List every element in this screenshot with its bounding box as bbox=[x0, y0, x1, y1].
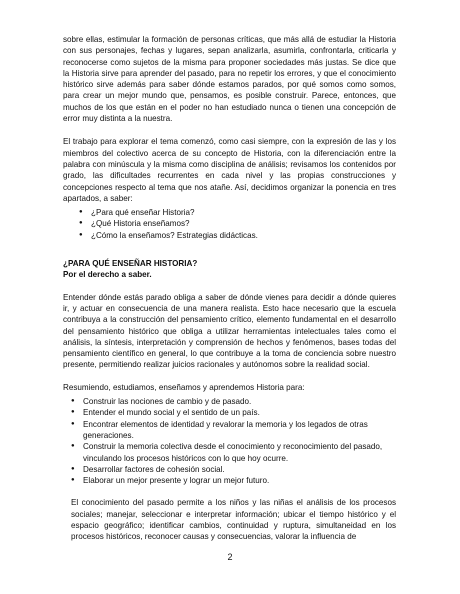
list-item: ● Desarrollar factores de cohesión social. bbox=[71, 464, 396, 475]
work-paragraph: El trabajo para explorar el tema comenzó, como casi siempre, con la expresión de las y los miembros del colectivo acerca de su concepto de Historia, con la diferenciación entre la palabra con minúscula y la misma como disciplina de análisis; revisamos los contenidos por grado, las dificultades recurrentes en cada nivel y las propias construcciones y concepciones respecto al tema que nos atañe. Así, decidimos organizar la ponencia en tres apartados, a saber: bbox=[63, 137, 396, 203]
list-item: ● ¿Cómo la enseñamos? Estrategias didácticas. bbox=[79, 230, 396, 241]
page-content bbox=[63, 34, 396, 543]
section-title: ¿PARA QUÉ ENSEÑAR HISTORIA? bbox=[63, 259, 198, 269]
purposes-list bbox=[71, 396, 396, 486]
final-paragraph: El conocimiento del pasado permite a los niños y las niñas el análisis de los procesos sociales; manejar, seleccionar e interpretar información; ubicar el tiempo histórico y el espacio geográfico; identificar cambios, continuidad y ruptura, simultaneidad en los procesos históricos, reconocer causas y consecuencias, valorar la influencia de bbox=[71, 498, 396, 542]
list-item: ● ¿Qué Historia enseñamos? bbox=[79, 218, 396, 229]
list-item: ● ¿Para qué enseñar Historia? bbox=[79, 207, 396, 218]
summary-paragraph: Resumiendo, estudiamos, enseñamos y aprendemos Historia para: bbox=[63, 382, 305, 392]
understanding-paragraph: Entender dónde estás parado obliga a saber de dónde vienes para decidir a dónde quieres ir, y actuar en consecuencia de una manera realista. Esto hace necesario que la escuela contribuya a la construcción del pensamiento crítico, elemento fundamental en el desarrollo del pensamiento histórico que obliga a utilizar herramientas intelectuales tales como el análisis, la síntesis, interpretación y comprensión de hechos y fenómenos, bases todas del pensamiento científico en general, lo que contribuye a la toma de conciencia sobre nuestro presente, permitiendo realizar juicios racionales y autónomos sobre la realidad social. bbox=[63, 292, 396, 370]
list-item: ● Construir la memoria colectiva desde el conocimiento y reconocimiento del pasado, vinculando los procesos históricos con lo que hoy ocurre. bbox=[71, 441, 396, 464]
questions-list bbox=[79, 207, 396, 241]
section-subtitle: Por el derecho a saber. bbox=[63, 270, 152, 280]
list-item: ● Construir las nociones de cambio y de pasado. bbox=[71, 396, 396, 407]
list-item: ● Elaborar un mejor presente y lograr un mejor futuro. bbox=[71, 475, 396, 486]
intro-paragraph: sobre ellas, estimular la formación de personas críticas, que más allá de estudiar la Historia con sus personajes, fechas y lugares, sepan analizarla, asumirla, confrontarla, criticarla y reconocerse como sujetos de la misma para proponer sociedades más justas. Se dice que la Historia sirve para aprender del pasado, para no repetir los errores, y que el conocimiento histórico sirve además para saber dónde estamos parados, por qué somos como somos, para crear un mejor mundo que, pensamos, es posible construir. Parece, entonces, que muchos de los que están en el poder no han estudiado nunca o tienen una concepción de error muy distinta a la nuestra. bbox=[63, 35, 396, 124]
section-heading bbox=[63, 258, 396, 281]
list-item: ● Entender el mundo social y el sentido de un país. bbox=[71, 407, 396, 418]
page-number: 2 bbox=[227, 552, 233, 562]
list-item: ● Encontrar elementos de identidad y revalorar la memoria y los legados de otras generaciones. bbox=[71, 419, 396, 442]
